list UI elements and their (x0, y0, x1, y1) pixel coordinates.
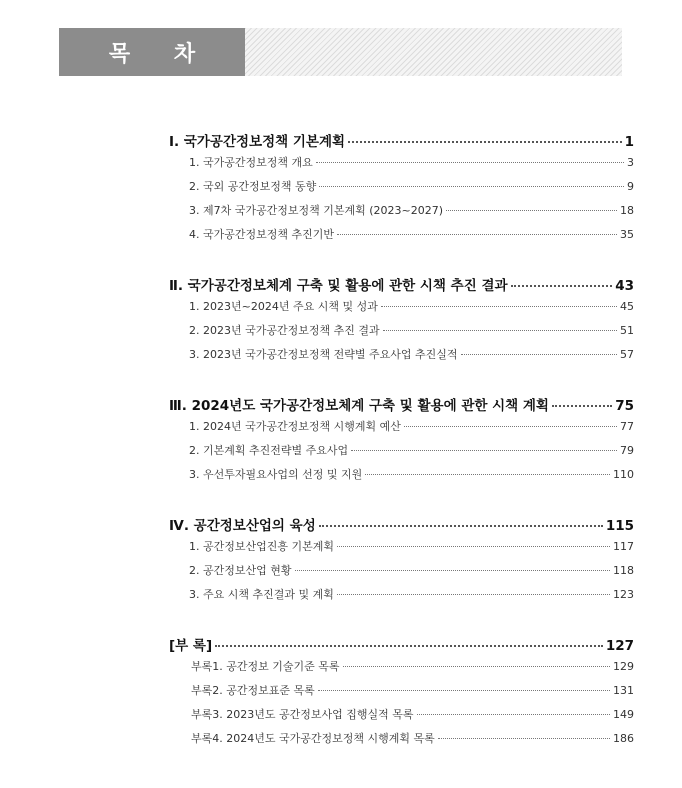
toc-page-number: 77 (620, 420, 634, 433)
dot-leader (552, 405, 612, 407)
toc-page-number: 149 (613, 708, 634, 721)
toc-item-row[interactable] (169, 586, 634, 610)
toc-page-number: 110 (613, 468, 634, 481)
toc-page-number: 118 (613, 564, 634, 577)
toc-item-row[interactable] (169, 682, 634, 706)
toc-item-label: 3. 우선투자필요사업의 선정 및 지원 (189, 468, 363, 481)
toc-page-number: 18 (620, 204, 634, 217)
toc-heading-row[interactable] (169, 130, 634, 154)
toc-page-number: 9 (627, 180, 634, 193)
dot-leader (318, 690, 610, 691)
toc-item-label: 2. 국외 공간정보정책 동향 (189, 180, 317, 193)
toc-page-number: 51 (620, 324, 634, 337)
toc-item-label: 2. 기본계획 추진전략별 주요사업 (189, 444, 349, 457)
dot-leader (404, 426, 617, 427)
toc-item-row[interactable] (169, 202, 634, 226)
toc-item-row[interactable] (169, 658, 634, 682)
toc-item-label: 3. 2023년 국가공간정보정책 전략별 주요사업 추진실적 (189, 348, 458, 361)
dot-leader (511, 285, 613, 287)
toc-section-appendix (169, 634, 634, 754)
toc-page-number: 75 (615, 398, 634, 414)
dot-leader (319, 525, 603, 527)
toc-item-label: 1. 2024년 국가공간정보정책 시행계획 예산 (189, 420, 401, 433)
title-pattern-band (245, 28, 622, 76)
toc-item-label: 부록4. 2024년도 국가공간정보정책 시행계획 목록 (191, 732, 435, 745)
dot-leader (295, 570, 611, 571)
dot-leader (383, 330, 617, 331)
toc-item-label: 2. 공간정보산업 현황 (189, 564, 292, 577)
dot-leader (343, 666, 611, 667)
dot-leader (319, 186, 624, 187)
dot-leader (215, 645, 603, 647)
toc-section-2 (169, 274, 634, 370)
toc-item-row[interactable] (169, 298, 634, 322)
toc-item-label: 2. 2023년 국가공간정보정책 추진 결과 (189, 324, 380, 337)
dot-leader (417, 714, 611, 715)
toc-item-label: 3. 주요 시책 추진결과 및 계획 (189, 588, 334, 601)
toc-item-label: 부록1. 공간정보 기술기준 목록 (191, 660, 340, 673)
toc-item-row[interactable] (169, 346, 634, 370)
toc-heading-row[interactable] (169, 634, 634, 658)
toc-page-number: 79 (620, 444, 634, 457)
dot-leader (316, 162, 624, 163)
toc-heading-row[interactable] (169, 394, 634, 418)
toc-section-3 (169, 394, 634, 490)
dot-leader (461, 354, 618, 355)
toc-heading-label: Ⅰ. 국가공간정보정책 기본계획 (169, 134, 346, 150)
toc-item-row[interactable] (169, 538, 634, 562)
toc-page-number: 131 (613, 684, 634, 697)
toc-page-number: 3 (627, 156, 634, 169)
dot-leader (337, 594, 610, 595)
toc-item-label: 4. 국가공간정보정책 추진기반 (189, 228, 334, 241)
toc-item-label: 부록2. 공간정보표준 목록 (191, 684, 315, 697)
toc-heading-label: Ⅳ. 공간정보산업의 육성 (169, 518, 316, 534)
toc-item-label: 1. 공간정보산업진흥 기본계획 (189, 540, 334, 553)
toc-item-row[interactable] (169, 418, 634, 442)
toc-item-row[interactable] (169, 466, 634, 490)
toc-item-row[interactable] (169, 442, 634, 466)
toc-heading-label: [부 록] (169, 638, 213, 654)
toc-item-row[interactable] (169, 226, 634, 250)
toc-item-row[interactable] (169, 154, 634, 178)
toc-page-number: 117 (613, 540, 634, 553)
dot-leader (446, 210, 617, 211)
toc-heading-label: Ⅱ. 국가공간정보체계 구축 및 활용에 관한 시책 추진 결과 (169, 278, 508, 294)
dot-leader (348, 141, 622, 143)
dot-leader (337, 234, 617, 235)
toc-heading-row[interactable] (169, 274, 634, 298)
toc-title-bar (59, 28, 245, 76)
toc-page-number: 57 (620, 348, 634, 361)
toc-page-number: 123 (613, 588, 634, 601)
toc-page-number: 1 (624, 134, 634, 150)
toc-section-4 (169, 514, 634, 610)
dot-leader (381, 306, 617, 307)
toc-item-row[interactable] (169, 730, 634, 754)
dot-leader (351, 450, 617, 451)
toc-heading-row[interactable] (169, 514, 634, 538)
toc-page-number: 35 (620, 228, 634, 241)
toc-page-number: 45 (620, 300, 634, 313)
toc-item-row[interactable] (169, 562, 634, 586)
toc-page-number: 43 (615, 278, 634, 294)
toc-item-row[interactable] (169, 178, 634, 202)
toc-heading-label: Ⅲ. 2024년도 국가공간정보체계 구축 및 활용에 관한 시책 계획 (169, 398, 549, 414)
toc-item-label: 1. 2023년~2024년 주요 시책 및 성과 (189, 300, 378, 313)
toc-item-label: 부록3. 2023년도 공간정보사업 집행실적 목록 (191, 708, 414, 721)
toc-page-number: 115 (605, 518, 634, 534)
toc-page-number: 186 (613, 732, 634, 745)
toc-section-1 (169, 130, 634, 250)
dot-leader (365, 474, 610, 475)
toc-page-number: 129 (613, 660, 634, 673)
dot-leader (438, 738, 610, 739)
dot-leader (337, 546, 610, 547)
toc-item-row[interactable] (169, 706, 634, 730)
toc-page-number: 127 (605, 638, 634, 654)
page-title: 목 차 (108, 41, 214, 67)
toc-item-label: 1. 국가공간정보정책 개요 (189, 156, 313, 169)
table-of-contents (169, 130, 634, 778)
toc-item-label: 3. 제7차 국가공간정보정책 기본계획 (2023~2027) (189, 204, 444, 217)
toc-item-row[interactable] (169, 322, 634, 346)
